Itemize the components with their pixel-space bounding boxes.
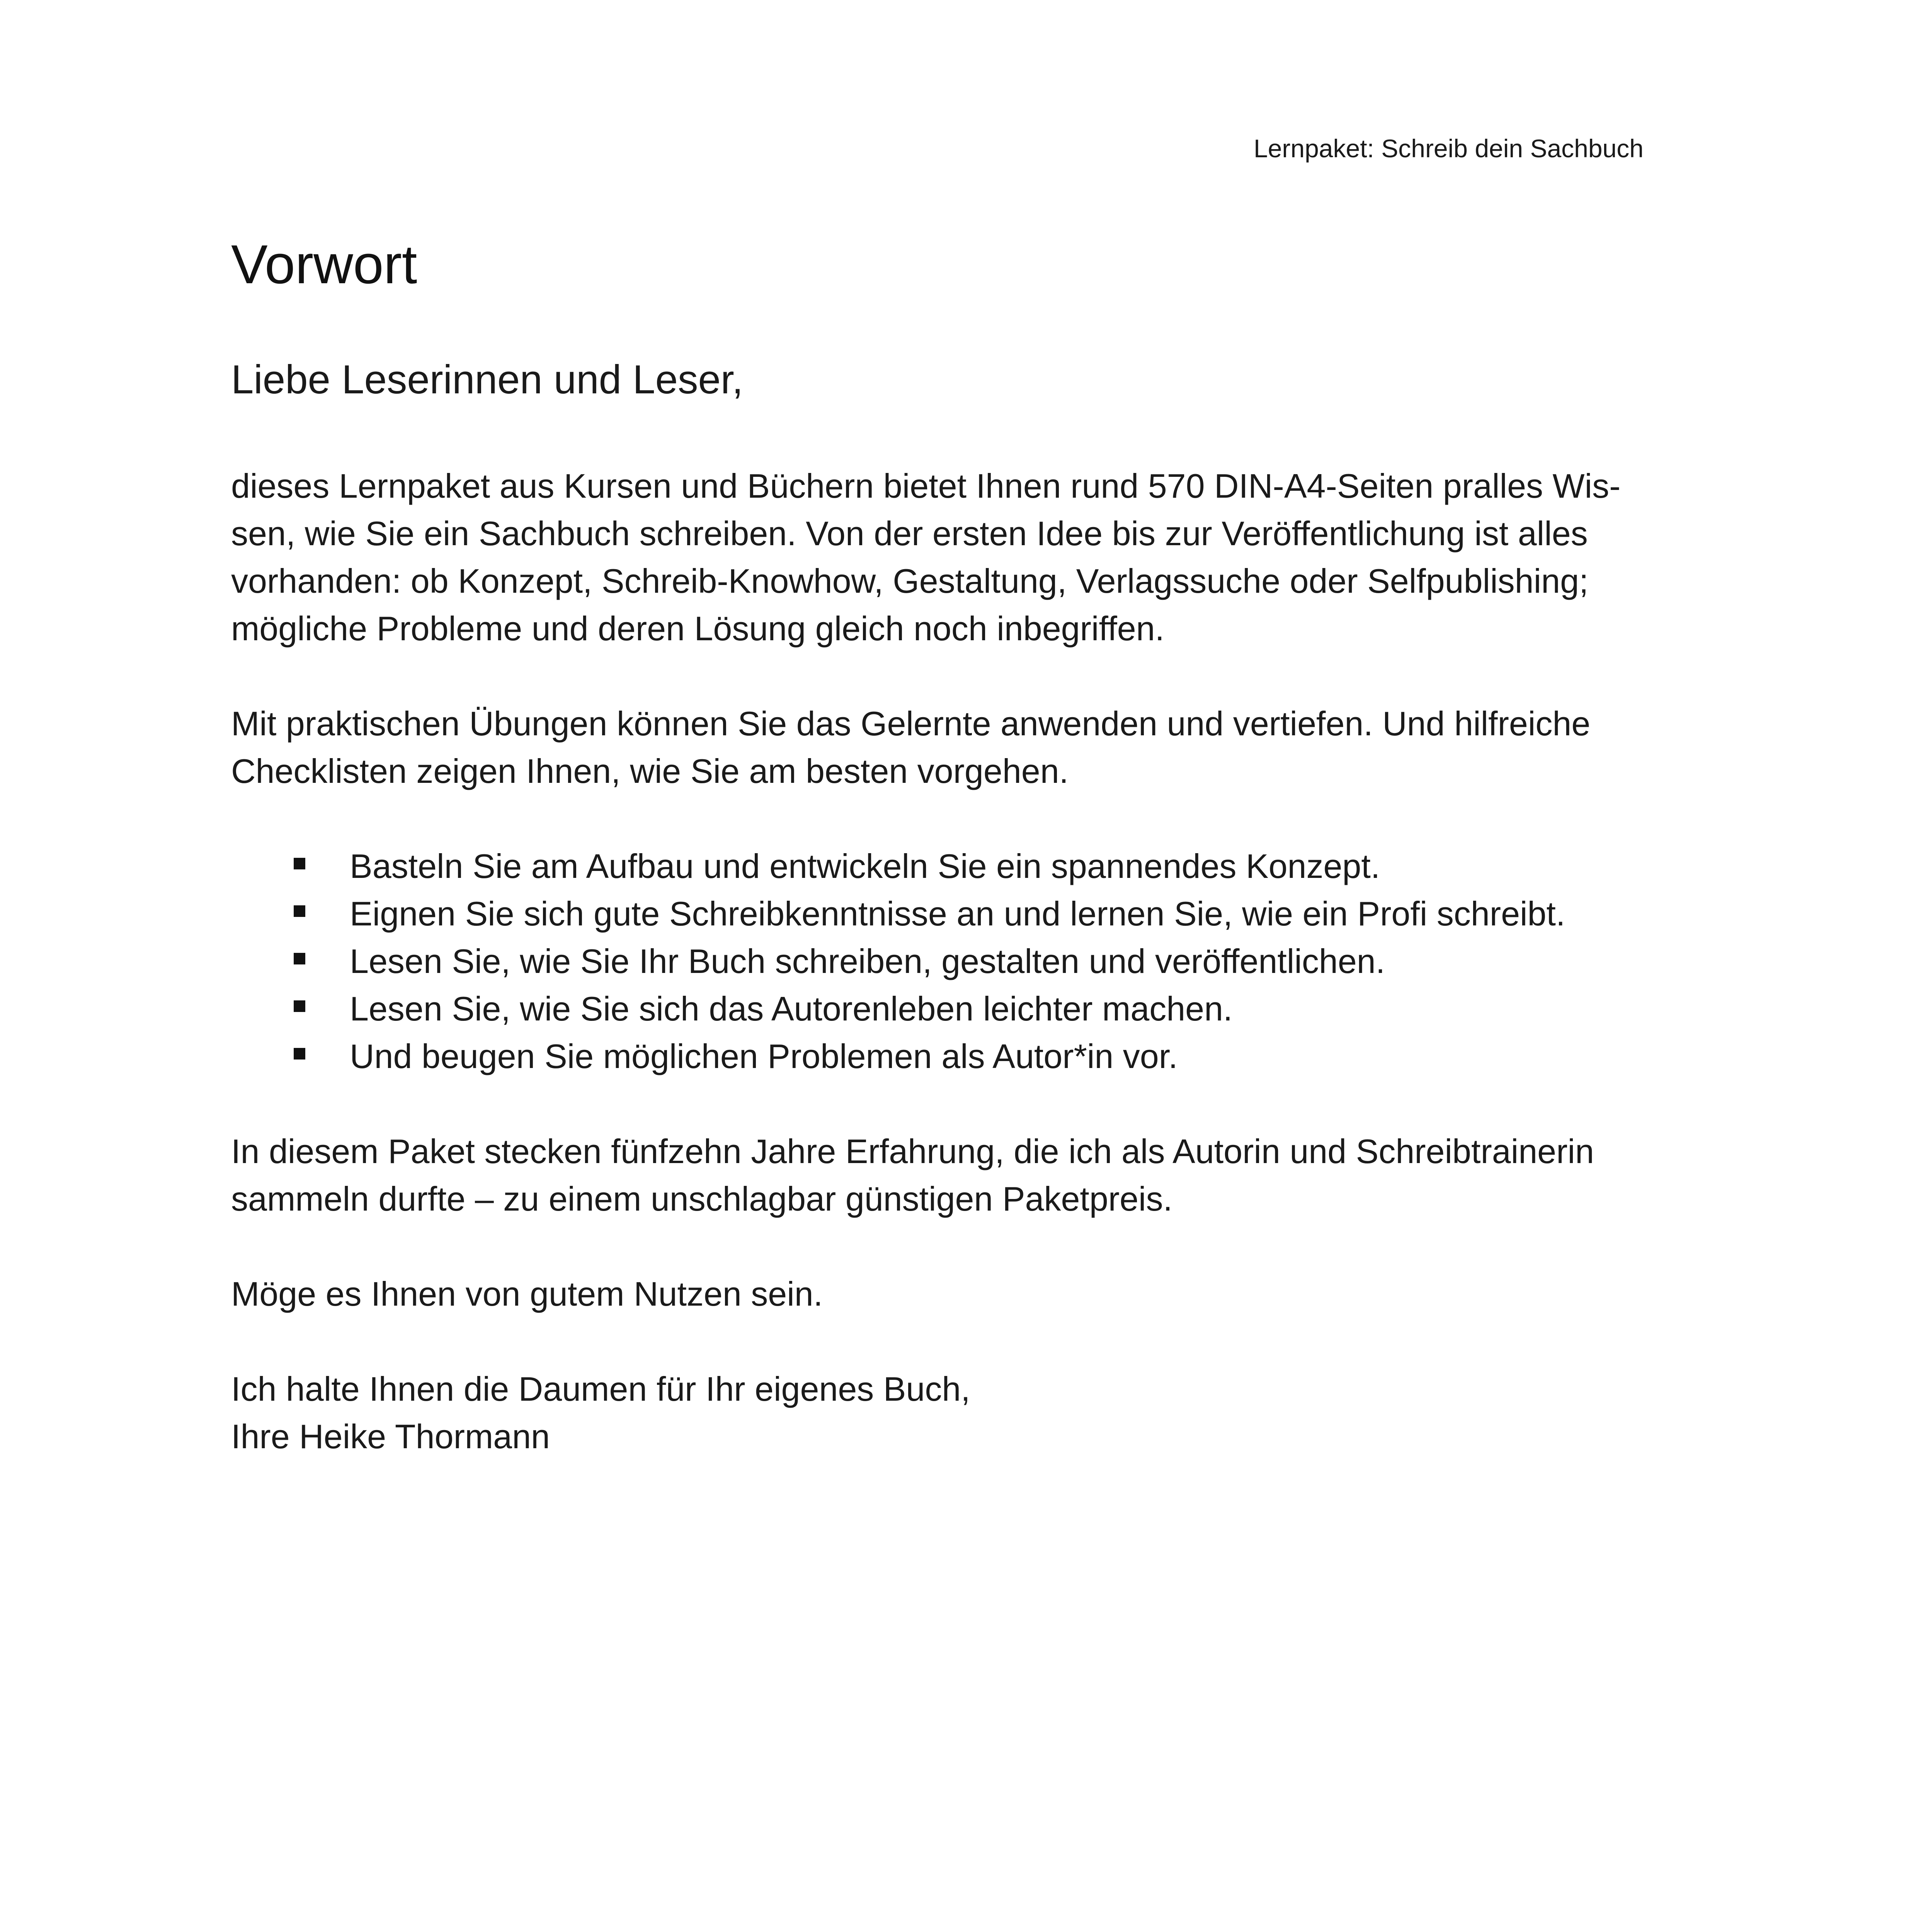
text-line: Mit praktischen Übungen können Sie das Gelernte anwenden und vertiefen. Und hilfreiche bbox=[231, 704, 1591, 743]
text-line: In diesem Paket stecken fünfzehn Jahre Erfahrung, die ich als Autorin und Schreibtrainerin bbox=[231, 1132, 1594, 1171]
list-item-text: Lesen Sie, wie Sie sich das Autorenleben leichter machen. bbox=[350, 990, 1233, 1028]
square-bullet-icon bbox=[294, 1000, 305, 1012]
bullet-list bbox=[231, 842, 1644, 1080]
list-item bbox=[294, 842, 1644, 890]
practice-paragraph bbox=[231, 700, 1644, 795]
list-item bbox=[294, 1032, 1644, 1080]
text-line: dieses Lernpaket aus Kursen und Büchern bietet Ihnen rund 570 DIN-A4-Seiten pralles Wis- bbox=[231, 467, 1621, 505]
list-item-text: Basteln Sie am Aufbau und entwickeln Sie ein spannendes Konzept. bbox=[350, 847, 1380, 886]
closing-line: Ich halte Ihnen die Daumen für Ihr eigenes Buch, bbox=[231, 1370, 970, 1408]
text-line: Checklisten zeigen Ihnen, wie Sie am besten vorgehen. bbox=[231, 752, 1069, 791]
page-content bbox=[231, 232, 1644, 1460]
list-item bbox=[294, 985, 1644, 1032]
text-line: vorhanden: ob Konzept, Schreib-Knowhow, Gestaltung, Verlagssuche oder Selfpublishing; bbox=[231, 562, 1589, 600]
square-bullet-icon bbox=[294, 953, 305, 964]
closing-paragraph bbox=[231, 1365, 1644, 1460]
running-header: Lernpaket: Schreib dein Sachbuch bbox=[1253, 134, 1644, 163]
salutation: Liebe Leserinnen und Leser, bbox=[231, 357, 744, 403]
page-title: Vorwort bbox=[231, 234, 417, 295]
wish-paragraph: Möge es Ihnen von gutem Nutzen sein. bbox=[231, 1275, 823, 1313]
list-item bbox=[294, 937, 1644, 985]
text-line: mögliche Probleme und deren Lösung gleich noch inbegriffen. bbox=[231, 609, 1165, 648]
signature-line: Ihre Heike Thormann bbox=[231, 1417, 550, 1456]
text-line: sen, wie Sie ein Sachbuch schreiben. Von der ersten Idee bis zur Veröffentlichung ist alles bbox=[231, 514, 1588, 553]
square-bullet-icon bbox=[294, 858, 305, 869]
square-bullet-icon bbox=[294, 1048, 305, 1060]
intro-paragraph bbox=[231, 462, 1644, 652]
experience-paragraph bbox=[231, 1128, 1644, 1223]
text-line: sammeln durfte – zu einem unschlagbar günstigen Paketpreis. bbox=[231, 1180, 1173, 1218]
list-item bbox=[294, 890, 1644, 937]
list-item-text: Eignen Sie sich gute Schreibkenntnisse an und lernen Sie, wie ein Profi schreibt. bbox=[350, 895, 1565, 933]
list-item-text: Lesen Sie, wie Sie Ihr Buch schreiben, gestalten und veröffentlichen. bbox=[350, 942, 1385, 981]
list-item-text: Und beugen Sie möglichen Problemen als Autor*in vor. bbox=[350, 1037, 1178, 1076]
square-bullet-icon bbox=[294, 905, 305, 917]
